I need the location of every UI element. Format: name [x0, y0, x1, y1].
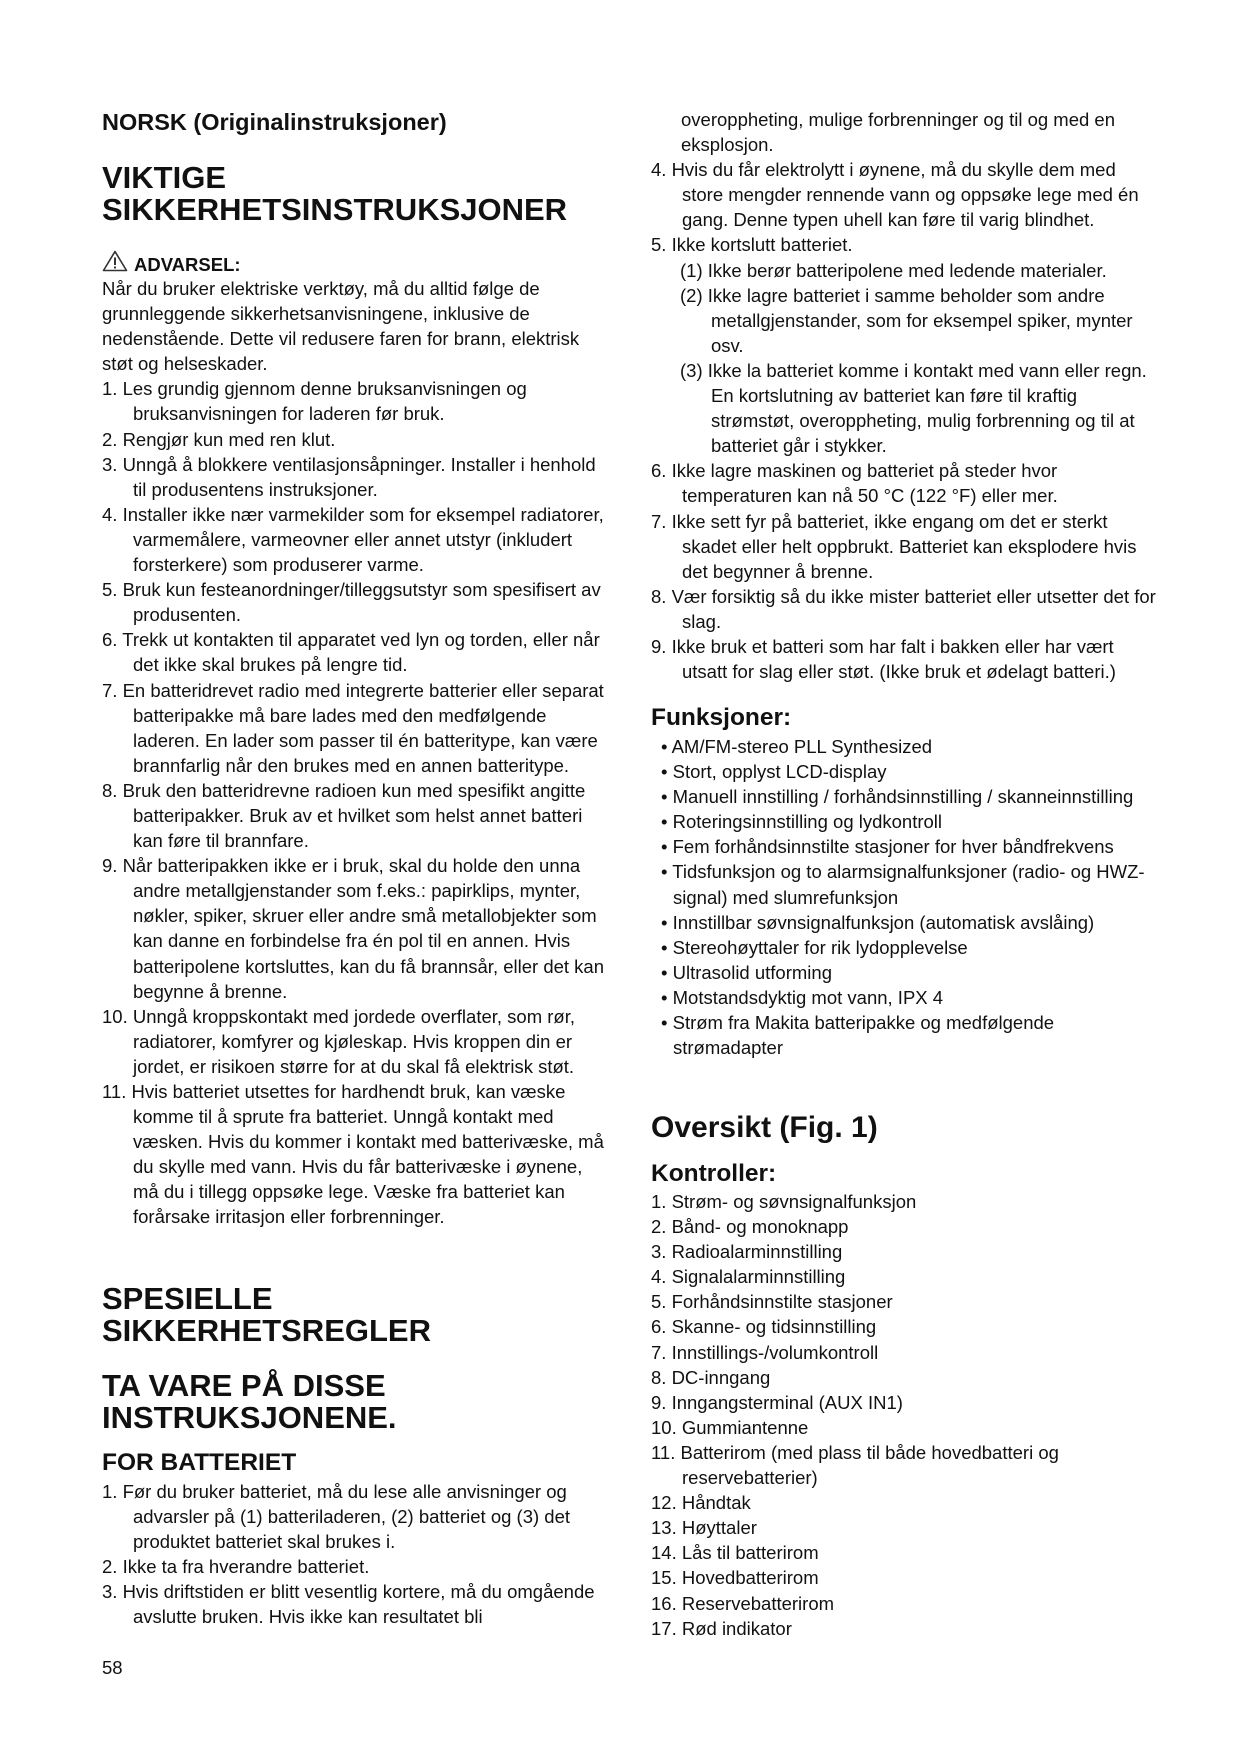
list-item: (3) Ikke la batteriet komme i kontakt med vann eller regn. En kortslutning av batteriet kan føre til kraftig strømstøt, overoppheting, mulig forbrenning og til at batteriet går i stykker. — [680, 359, 1147, 457]
feature-item: • Ultrasolid utforming — [661, 961, 832, 983]
heading-line: VIKTIGE — [102, 160, 227, 195]
control-item: 1. Strøm- og søvnsignalfunksjon — [651, 1191, 917, 1212]
list-item: 8. Vær forsiktig så du ikke mister batteriet eller utsetter det for slag. — [651, 585, 1156, 632]
list-item: 4. Installer ikke nær varmekilder som for eksempel radiatorer, varmemålere, varmeovner eller annet utstyr (inkludert forsterkere) som produserer varme. — [102, 503, 604, 576]
heading-line: INSTRUKSJONENE. — [102, 1399, 397, 1435]
page-number: 58 — [102, 1657, 123, 1678]
feature-item: • Fem forhåndsinnstilte stasjoner for hver båndfrekvens — [661, 836, 1114, 858]
features-list — [651, 734, 1161, 1060]
battery-heading: FOR BATTERIET — [102, 1449, 297, 1476]
battery-list — [102, 1479, 612, 1630]
list-item: 3. Hvis driftstiden er blitt vesentlig kortere, må du omgående avslutte bruken. Hvis ikke kan resultatet bli — [102, 1581, 595, 1628]
list-item: 4. Hvis du får elektrolytt i øynene, må du skylle dem med store mengder rennende vann og oppsøke lege med én gang. Denne typen uhell kan føre til varig blindhet. — [651, 159, 1139, 231]
controls-list — [651, 1189, 1161, 1641]
list-item: 1. Les grundig gjennom denne bruksanvisningen og bruksanvisningen for laderen før bruk. — [102, 378, 527, 425]
list-item: 5. Bruk kun festeanordninger/tilleggsutstyr som spesifisert av produsenten. — [102, 579, 601, 626]
list-item: 6. Ikke lagre maskinen og batteriet på steder hvor temperaturen kan nå 50 °C (122 °F) eller mer. — [651, 460, 1058, 507]
control-item: 7. Innstillings-/volumkontroll — [651, 1341, 879, 1363]
control-item: 15. Hovedbatterirom — [651, 1567, 819, 1589]
control-item: 3. Radioalarminnstilling — [651, 1241, 843, 1263]
heading-keep-instructions — [102, 1370, 612, 1433]
list-item: (1) Ikke berør batteripolene med ledende materialer. — [680, 259, 1107, 281]
control-item: 5. Forhåndsinnstilte stasjoner — [651, 1291, 893, 1313]
control-item: 12. Håndtak — [651, 1492, 751, 1514]
heading-line: TA VARE PÅ DISSE — [102, 1368, 386, 1403]
overview-heading: Oversikt (Fig. 1) — [651, 1111, 878, 1144]
control-item: 8. DC-inngang — [651, 1366, 771, 1388]
feature-item: • Strøm fra Makita batteripakke og medfølgende strømadapter — [661, 1012, 1055, 1059]
list-item: 7. En batteridrevet radio med integrerte batterier eller separat batteripakke må bare lades med den medfølgende laderen. En lader som passer til én batteritype, kan være brannfarlig når den brukes med en annen batteritype. — [102, 679, 604, 776]
control-item: 4. Signalalarminnstilling — [651, 1266, 846, 1288]
list-item-continuation: overoppheting, mulige forbrenninger og til og med en eksplosjon. — [681, 109, 1116, 156]
controls-heading: Kontroller: — [651, 1160, 777, 1187]
heading-line: SIKKERHETSINSTRUKSJONER — [102, 191, 568, 227]
language-title: NORSK (Originalinstruksjoner) — [102, 109, 447, 135]
list-item: 2. Ikke ta fra hverandre batteriet. — [102, 1556, 370, 1578]
battery-list-continued — [651, 107, 1161, 684]
list-item: 10. Unngå kroppskontakt med jordede overflater, som rør, radiatorer, komfyrer og kjøleskap. Hvis kroppen din er jordet, er risikoen større for at du skal få elektrisk støt. — [102, 1005, 576, 1077]
warning-triangle-icon — [102, 250, 134, 278]
feature-item: • Innstillbar søvnsignalfunksjon (automatisk avslåing) — [661, 911, 1095, 933]
feature-item: • Tidsfunksjon og to alarmsignalfunksjoner (radio- og HWZ-signal) med slumrefunksjon — [661, 861, 1145, 908]
control-item: 2. Bånd- og monoknapp — [651, 1216, 849, 1238]
control-item: 16. Reservebatterirom — [651, 1592, 835, 1614]
feature-item: • AM/FM-stereo PLL Synthesized — [661, 736, 933, 757]
control-item: 9. Inngangsterminal (AUX IN1) — [651, 1391, 903, 1413]
list-item: (2) Ikke lagre batteriet i samme beholder som andre metallgjenstander, som for eksempel spiker, mynter osv. — [680, 284, 1133, 356]
list-item: 8. Bruk den batteridrevne radioen kun med spesifikt angitte batteripakker. Bruk av et hvilket som helst annet batteri kan føre til brannfare. — [102, 779, 586, 852]
control-item: 10. Gummiantenne — [651, 1416, 809, 1438]
warning-label-row — [102, 250, 612, 278]
list-item: 7. Ikke sett fyr på batteriet, ikke engang om det er sterkt skadet eller helt oppbrukt. Batteriet kan eksplodere hvis det begynner å brenne. — [651, 510, 1137, 582]
list-item: 3. Unngå å blokkere ventilasjonsåpninger. Installer i henhold til produsentens instruksjoner. — [102, 453, 596, 500]
control-item: 17. Rød indikator — [651, 1617, 792, 1639]
list-item: 6. Trekk ut kontakten til apparatet ved lyn og torden, eller når det ikke skal brukes på lengre tid. — [102, 629, 600, 676]
features-heading: Funksjoner: — [651, 704, 792, 731]
list-item: 1. Før du bruker batteriet, må du lese alle anvisninger og advarsler på (1) batteriladeren, (2) batteriet og (3) det produktet batteriet skal brukes i. — [102, 1481, 571, 1553]
heading-line: SIKKERHETSREGLER — [102, 1312, 431, 1348]
list-item: 11. Hvis batteriet utsettes for hardhendt bruk, kan væske komme til å sprute fra batteriet. Unngå kontakt med væsken. Hvis du kommer i kontakt med batterivæske, må du skylle med vann. Hvis du får batterivæske i øynene, må du i tillegg oppsøke lege. Væske fra batteriet kan forårsake irritasjon eller forbrenninger. — [102, 1081, 604, 1228]
feature-item: • Motstandsdyktig mot vann, IPX 4 — [661, 986, 944, 1008]
control-item: 13. Høyttaler — [651, 1517, 757, 1539]
feature-item: • Roteringsinnstilling og lydkontroll — [661, 811, 943, 833]
safety-section — [102, 276, 612, 1230]
safety-list — [102, 376, 612, 1229]
warning-label: ADVARSEL: — [134, 253, 241, 275]
list-item: 9. Ikke bruk et batteri som har falt i bakken eller har vært utsatt for slag eller støt. (Ikke bruk et ødelagt batteri.) — [651, 635, 1116, 683]
warning-text: Når du bruker elektriske verktøy, må du alltid følge de grunnleggende sikkerhetsanvisningene, inklusive de nedenstående. Dette vil redusere faren for brann, elektrisk støt og helseskader. — [102, 278, 580, 375]
list-item: 9. Når batteripakken ikke er i bruk, skal du holde den unna andre metallgjenstander som f.eks.: papirklips, mynter, nøkler, spiker, skruer eller andre små metallobjekter som kan danne en forbindelse fra én pol til en annen. Hvis batteripolene kortsluttes, kan du få brannsår, eller det kan begynne å brenne. — [102, 855, 605, 1002]
feature-item: • Manuell innstilling / forhåndsinnstilling / skanneinnstilling — [661, 786, 1134, 808]
heading-special-rules — [102, 1283, 612, 1346]
heading-line: SPESIELLE — [102, 1281, 273, 1316]
heading-important-safety — [102, 162, 612, 225]
feature-item: • Stereohøyttaler for rik lydopplevelse — [661, 936, 968, 958]
control-item: 6. Skanne- og tidsinnstilling — [651, 1316, 877, 1338]
control-item: 14. Lås til batterirom — [651, 1542, 819, 1564]
list-item: 2. Rengjør kun med ren klut. — [102, 428, 336, 450]
list-item: 5. Ikke kortslutt batteriet. — [651, 234, 853, 256]
feature-item: • Stort, opplyst LCD-display — [661, 761, 887, 783]
control-item: 11. Batterirom (med plass til både hovedbatteri og reservebatterier) — [651, 1441, 1059, 1489]
